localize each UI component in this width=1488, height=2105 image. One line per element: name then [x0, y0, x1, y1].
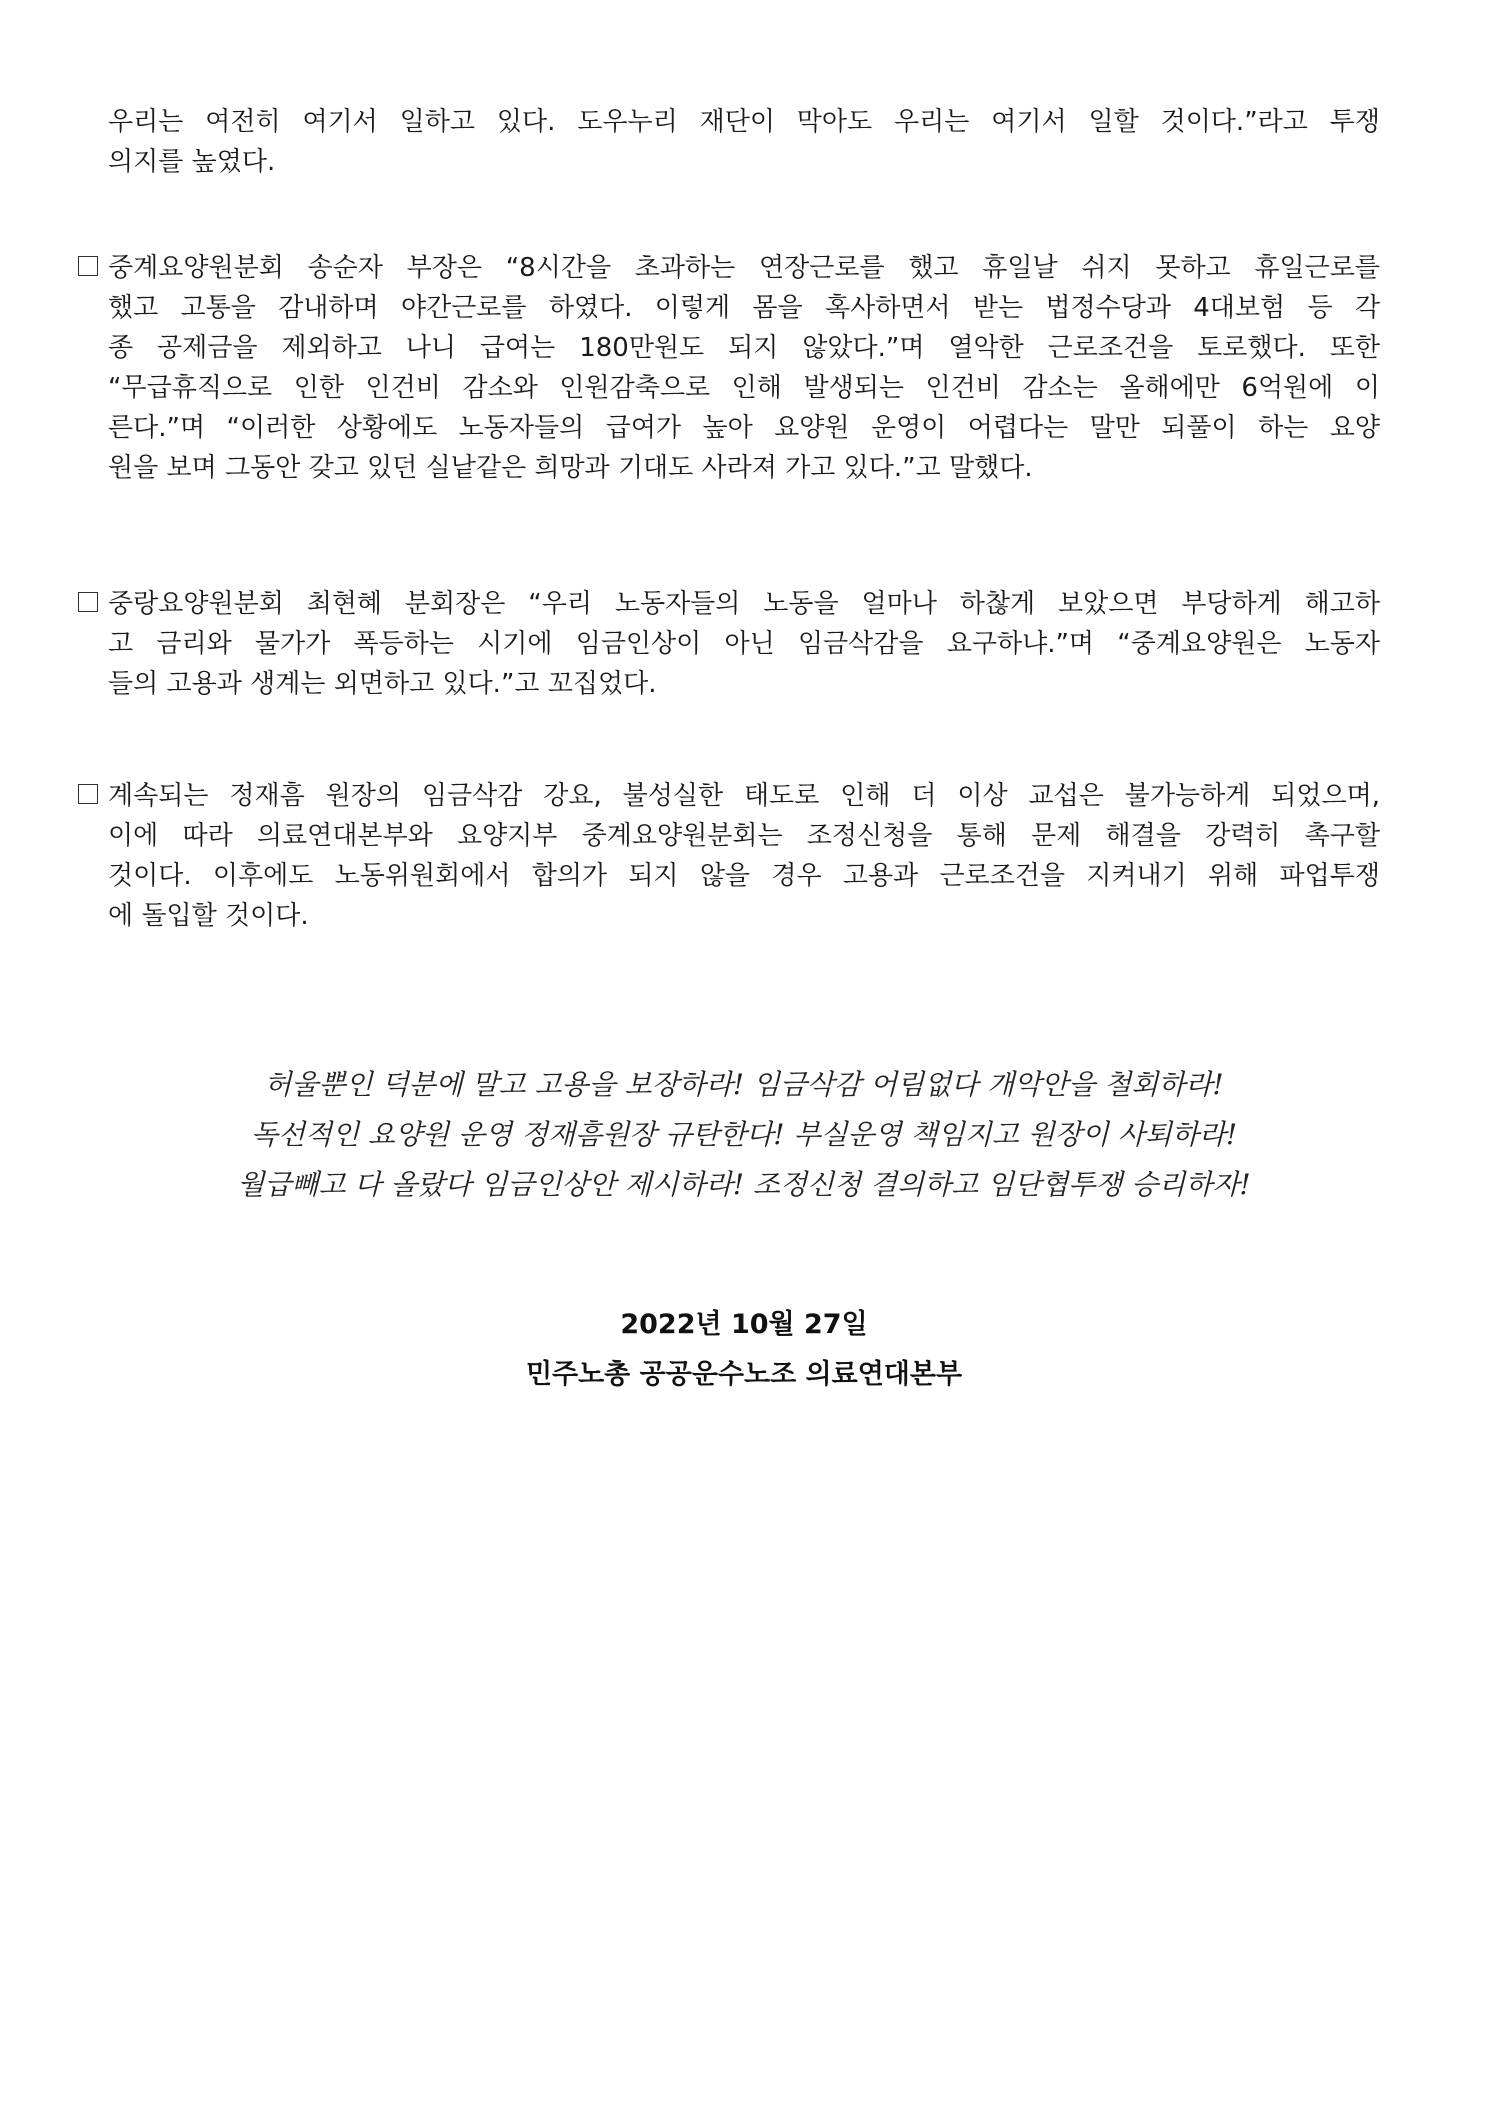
- paragraph-line: 른다.”며 “이러한 상황에도 노동자들의 급여가 높아 요양원 운영이 어렵다는 말만 되풀이 하는 요양: [108, 413, 1380, 443]
- paragraph-line: 중계요양원분회 송순자 부장은 “8시간을 초과하는 연장근로를 했고 휴일날 쉬지 못하고 휴일근로를: [108, 253, 1380, 283]
- paragraph-mediation: [108, 776, 1380, 936]
- paragraph-choihyunhye: [108, 584, 1380, 704]
- slogan-line: 월급빼고 다 올랐다 임금인상안 제시하라! 조정신청 결의하고 임단협투쟁 승리하자!: [237, 1168, 1251, 1201]
- paragraph-line: 우리는 여전히 여기서 일하고 있다. 도우누리 재단이 막아도 우리는 여기서 일할 것이다.”라고 투쟁: [108, 107, 1380, 137]
- paragraph-line: 중랑요양원분회 최현혜 분회장은 “우리 노동자들의 노동을 얼마나 하찮게 보았으면 부당하게 해고하: [108, 589, 1380, 619]
- paragraph-line: 했고 고통을 감내하며 야간근로를 하였다. 이렇게 몸을 혹사하면서 받는 법정수당과 4대보험 등 각: [108, 293, 1380, 323]
- paragraph-line: “무급휴직으로 인한 인건비 감소와 인원감축으로 인해 발생되는 인건비 감소는 올해에만 6억원에 이: [108, 373, 1380, 403]
- paragraph-line: 계속되는 정재흠 원장의 임금삭감 강요, 불성실한 태도로 인해 더 이상 교섭은 불가능하게 되었으며,: [108, 781, 1380, 811]
- slogan-line: 허울뿐인 덕분에 말고 고용을 보장하라! 임금삭감 어림없다 개악안을 철회하라!: [264, 1068, 1224, 1101]
- paragraph-line: 원을 보며 그동안 갖고 있던 실낱같은 희망과 기대도 사라져 가고 있다.”고 말했다.: [108, 453, 1033, 483]
- paragraph-line: 이에 따라 의료연대본부와 요양지부 중계요양원분회는 조정신청을 통해 문제 해결을 강력히 촉구할: [108, 821, 1380, 851]
- paragraph-continuation: [108, 102, 1380, 182]
- document-date: 2022년 10월 27일: [620, 1309, 868, 1340]
- paragraph-line: 의지를 높였다.: [108, 147, 276, 177]
- paragraph-line: 고 금리와 물가가 폭등하는 시기에 임금인상이 아닌 임금삭감을 요구하냐.”며 “중계요양원은 노동자: [108, 629, 1380, 659]
- paragraph-songsunja: [108, 248, 1380, 488]
- closing-block: [0, 1300, 1488, 1400]
- paragraph-line: 종 공제금을 제외하고 나니 급여는 180만원도 되지 않았다.”며 열악한 근로조건을 토로했다. 또한: [108, 333, 1380, 363]
- checkbox-bullet-icon: [78, 256, 98, 276]
- paragraph-line: 들의 고용과 생계는 외면하고 있다.”고 꼬집었다.: [108, 669, 657, 699]
- slogan-line: 독선적인 요양원 운영 정재흠원장 규탄한다! 부실운영 책임지고 원장이 사퇴하라!: [250, 1118, 1238, 1151]
- slogan-block: [0, 1060, 1488, 1210]
- paragraph-line: 것이다. 이후에도 노동위원회에서 합의가 되지 않을 경우 고용과 근로조건을 지켜내기 위해 파업투쟁: [108, 861, 1380, 891]
- paragraph-line: 에 돌입할 것이다.: [108, 901, 309, 931]
- issuing-organization: 민주노총 공공운수노조 의료연대본부: [525, 1359, 963, 1390]
- checkbox-bullet-icon: [78, 784, 98, 804]
- checkbox-bullet-icon: [78, 592, 98, 612]
